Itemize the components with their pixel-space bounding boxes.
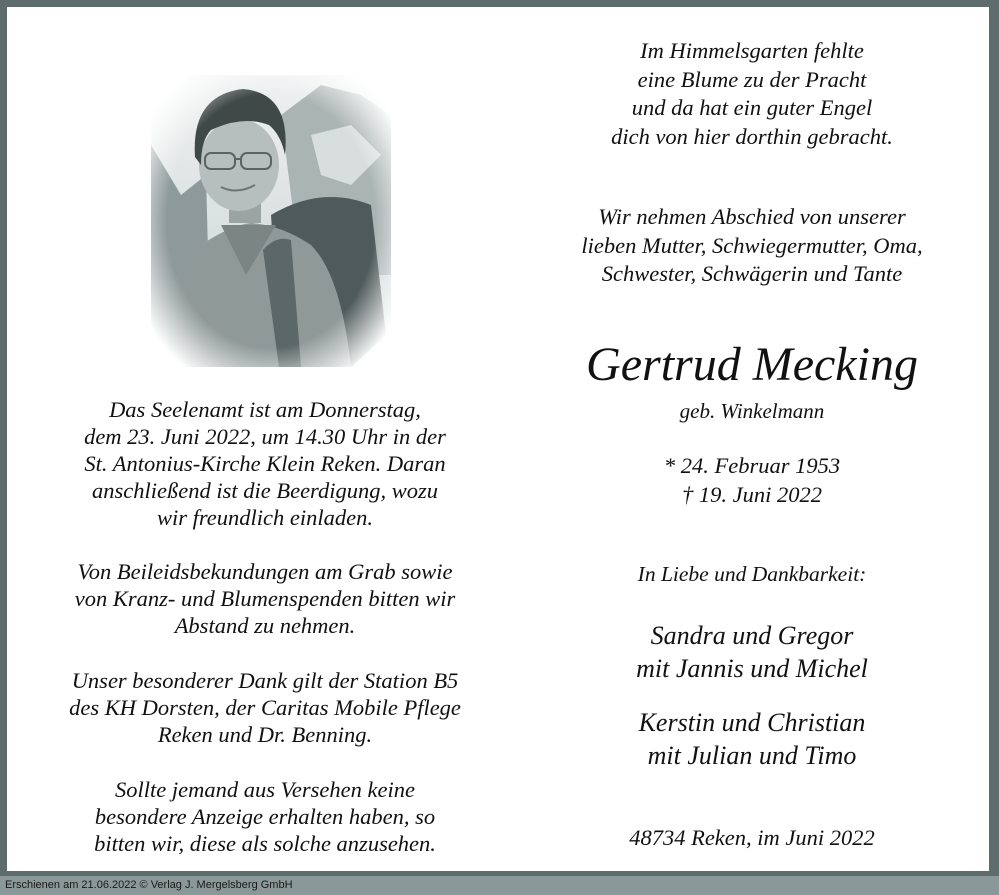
text-line: Wir nehmen Abschied von unserer (598, 204, 906, 229)
death-date: † 19. Juni 2022 (682, 481, 822, 507)
portrait-photo (151, 75, 391, 367)
poem-line: eine Blume zu der Pracht (637, 66, 867, 92)
poem-line: und da hat ein guter Engel (631, 95, 873, 120)
text-line: anschließend ist die Beerdigung, wozu (92, 478, 438, 503)
deceased-name: Gertrud Mecking (586, 338, 918, 391)
text-line: wir freundlich einladen. (156, 505, 373, 530)
text-line: lieben Mutter, Schwiegermutter, Oma, (581, 232, 923, 258)
life-dates (537, 452, 967, 509)
family-group (537, 619, 967, 685)
text-line: Unser besonderer Dank gilt der Station B5 (71, 668, 459, 693)
text-line: Das Seelenamt ist am Donnerstag, (109, 397, 421, 422)
text-line: Abstand zu nehmen. (174, 613, 356, 638)
text-line: Von Beileidsbekundungen am Grab sowie (77, 559, 453, 584)
family-line: mit Julian und Timo (647, 741, 857, 770)
text-line: St. Antonius-Kirche Klein Reken. Daran (84, 451, 446, 476)
service-announcement (21, 396, 509, 531)
poem-line: Im Himmelsgarten fehlte (640, 38, 864, 63)
text-line: des KH Dorsten, der Caritas Mobile Pflege (69, 695, 461, 720)
obituary-card (7, 7, 989, 871)
portrait-image (151, 75, 391, 367)
text-line: bitten wir, diese als solche anzusehen. (94, 831, 436, 856)
thanks-note (21, 667, 509, 748)
birth-date: * 24. Februar 1953 (663, 453, 841, 478)
text-line: besondere Anzeige erhalten haben, so (94, 804, 436, 829)
text-line: dem 23. Juni 2022, um 14.30 Uhr in der (84, 424, 446, 449)
family-line: mit Jannis und Michel (636, 654, 868, 683)
condolence-note (21, 558, 509, 639)
family-line: Sandra und Gregor (650, 621, 854, 650)
family-line: Kerstin und Christian (638, 708, 866, 737)
farewell-text (537, 203, 967, 289)
poem (537, 37, 967, 151)
text-line: Reken und Dr. Benning. (157, 722, 373, 747)
notice-note (21, 776, 509, 857)
place-date: 48734 Reken, im Juni 2022 (629, 825, 875, 850)
text-line: von Kranz- und Blumenspenden bitten wir (74, 586, 456, 611)
poem-line: dich von hier dorthin gebracht. (611, 123, 893, 149)
mourners-intro: In Liebe und Dankbarkeit: (637, 562, 867, 586)
family-group (537, 706, 967, 772)
publication-caption: Erschienen am 21.06.2022 © Verlag J. Mergelsberg GmbH (0, 876, 999, 895)
maiden-name: geb. Winkelmann (679, 399, 825, 423)
text-line: Sollte jemand aus Versehen keine (115, 777, 415, 802)
text-line: Schwester, Schwägerin und Tante (601, 261, 903, 286)
